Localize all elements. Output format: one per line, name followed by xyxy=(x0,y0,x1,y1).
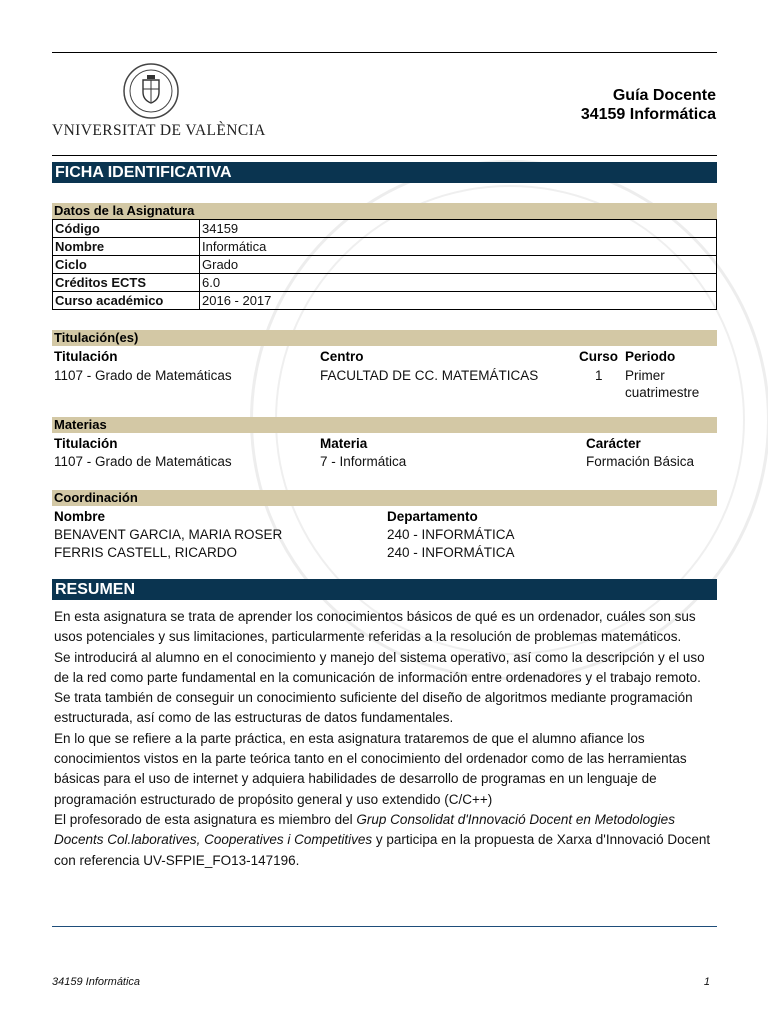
caracter-value: Formación Básica xyxy=(586,454,695,469)
table-row xyxy=(53,256,717,274)
resumen-paragraph: En lo que se refiere a la parte práctica, en esta asignatura trataremos de que el alumno afiance los conocimientos vistos en la parte teórica tanto en el conocimiento del ordenador como de las herramientas básicas para el uso de internet y adquiera habilidades de desarrollo de programas en un lenguaje de programación estructurado de propósito general y uso extendido (C/C++) xyxy=(54,730,687,807)
resumen-paragraph: En esta asignatura se trata de aprender los conocimientos básicos de qué es un ordenador, cuáles son sus usos potenciales y sus limitaciones, particularmente referidas a la resolución de problemas matemáticos. xyxy=(54,609,696,645)
materias-titulacion-value: 1107 - Grado de Matemáticas xyxy=(54,454,232,469)
table-value: 6.0 xyxy=(200,274,717,292)
university-logo xyxy=(52,62,266,144)
materia-col-header: Materia xyxy=(320,436,368,451)
coordinator-department: 240 - INFORMÁTICA xyxy=(387,527,515,542)
ficha-banner: FICHA IDENTIFICATIVA xyxy=(52,162,717,183)
resumen-banner: RESUMEN xyxy=(52,579,717,600)
titulacion-col-header: Titulación xyxy=(54,349,118,364)
coordinator-name: FERRIS CASTELL, RICARDO xyxy=(54,545,238,560)
curso-value: 1 xyxy=(595,368,603,383)
table-row xyxy=(53,220,717,238)
resumen-body xyxy=(54,607,714,871)
university-name: VNIVERSITAT DE VALÈNCIA xyxy=(52,122,266,139)
titulacion-value: 1107 - Grado de Matemáticas xyxy=(54,368,232,383)
table-value: Informática xyxy=(200,238,717,256)
materias-titulacion-col-header: Titulación xyxy=(54,436,118,451)
table-row xyxy=(53,238,717,256)
table-key: Nombre xyxy=(53,238,200,256)
table-row xyxy=(53,292,717,310)
materias-header: Materias xyxy=(52,417,717,433)
coordinator-name: BENAVENT GARCIA, MARIA ROSER xyxy=(54,527,283,542)
centro-value: FACULTAD DE CC. MATEMÁTICAS xyxy=(320,368,539,383)
resumen-paragraph: Se introducirá al alumno en el conocimiento y manejo del sistema operativo, así como la descripción y el uso de la red como parte fundamental en la comunicación de información entre ordenadores y el trabajo remoto. xyxy=(54,649,705,685)
table-key: Créditos ECTS xyxy=(53,274,200,292)
university-seal-icon xyxy=(120,62,182,120)
resumen-paragraph xyxy=(54,810,714,871)
periodo-value xyxy=(625,367,699,401)
curso-col-header: Curso xyxy=(579,349,619,364)
table-key: Ciclo xyxy=(53,256,200,274)
page-number: 1 xyxy=(703,976,710,988)
table-value: 34159 xyxy=(200,220,717,238)
top-rule xyxy=(52,52,717,53)
guide-label: Guía Docente xyxy=(612,87,716,104)
footer-course: 34159 Informática xyxy=(52,976,141,988)
course-title: 34159 Informática xyxy=(580,106,716,123)
table-value: Grado xyxy=(200,256,717,274)
table-key: Curso académico xyxy=(53,292,200,310)
resumen-paragraph: Se trata también de conseguir un conocimiento suficiente del diseño de algoritmos mediante programación estructurada, así como de las estructuras de datos fundamentales. xyxy=(54,690,693,726)
footer-rule xyxy=(52,926,717,927)
resumen-text: y participa en la propuesta de Xarxa d'Innovació Docent con referencia UV-SFPIE_FO13-147196. xyxy=(54,832,711,868)
table-row xyxy=(53,274,717,292)
datos-asignatura-table xyxy=(52,219,717,310)
header-rule xyxy=(52,155,717,156)
table-key: Código xyxy=(53,220,200,238)
titulaciones-header: Titulación(es) xyxy=(52,330,717,346)
departamento-col-header: Departamento xyxy=(387,509,478,524)
materia-value: 7 - Informática xyxy=(320,454,407,469)
periodo-line-1: Primer xyxy=(625,368,665,383)
datos-asignatura-header: Datos de la Asignatura xyxy=(52,203,717,219)
coordinator-department: 240 - INFORMÁTICA xyxy=(387,545,515,560)
innovation-group-name: Grup Consolidat d'Innovació Docent en Metodologies Docents Col.laboratives, Cooperatives i Competitives xyxy=(54,811,675,848)
nombre-col-header: Nombre xyxy=(54,509,106,524)
centro-col-header: Centro xyxy=(320,349,364,364)
periodo-col-header: Periodo xyxy=(625,349,676,364)
table-value: 2016 - 2017 xyxy=(200,292,717,310)
guide-title xyxy=(581,86,716,124)
resumen-text: El profesorado de esta asignatura es miembro del xyxy=(54,811,357,827)
coordinacion-header: Coordinación xyxy=(52,490,717,506)
caracter-col-header: Carácter xyxy=(586,436,641,451)
periodo-line-2: cuatrimestre xyxy=(625,385,700,400)
